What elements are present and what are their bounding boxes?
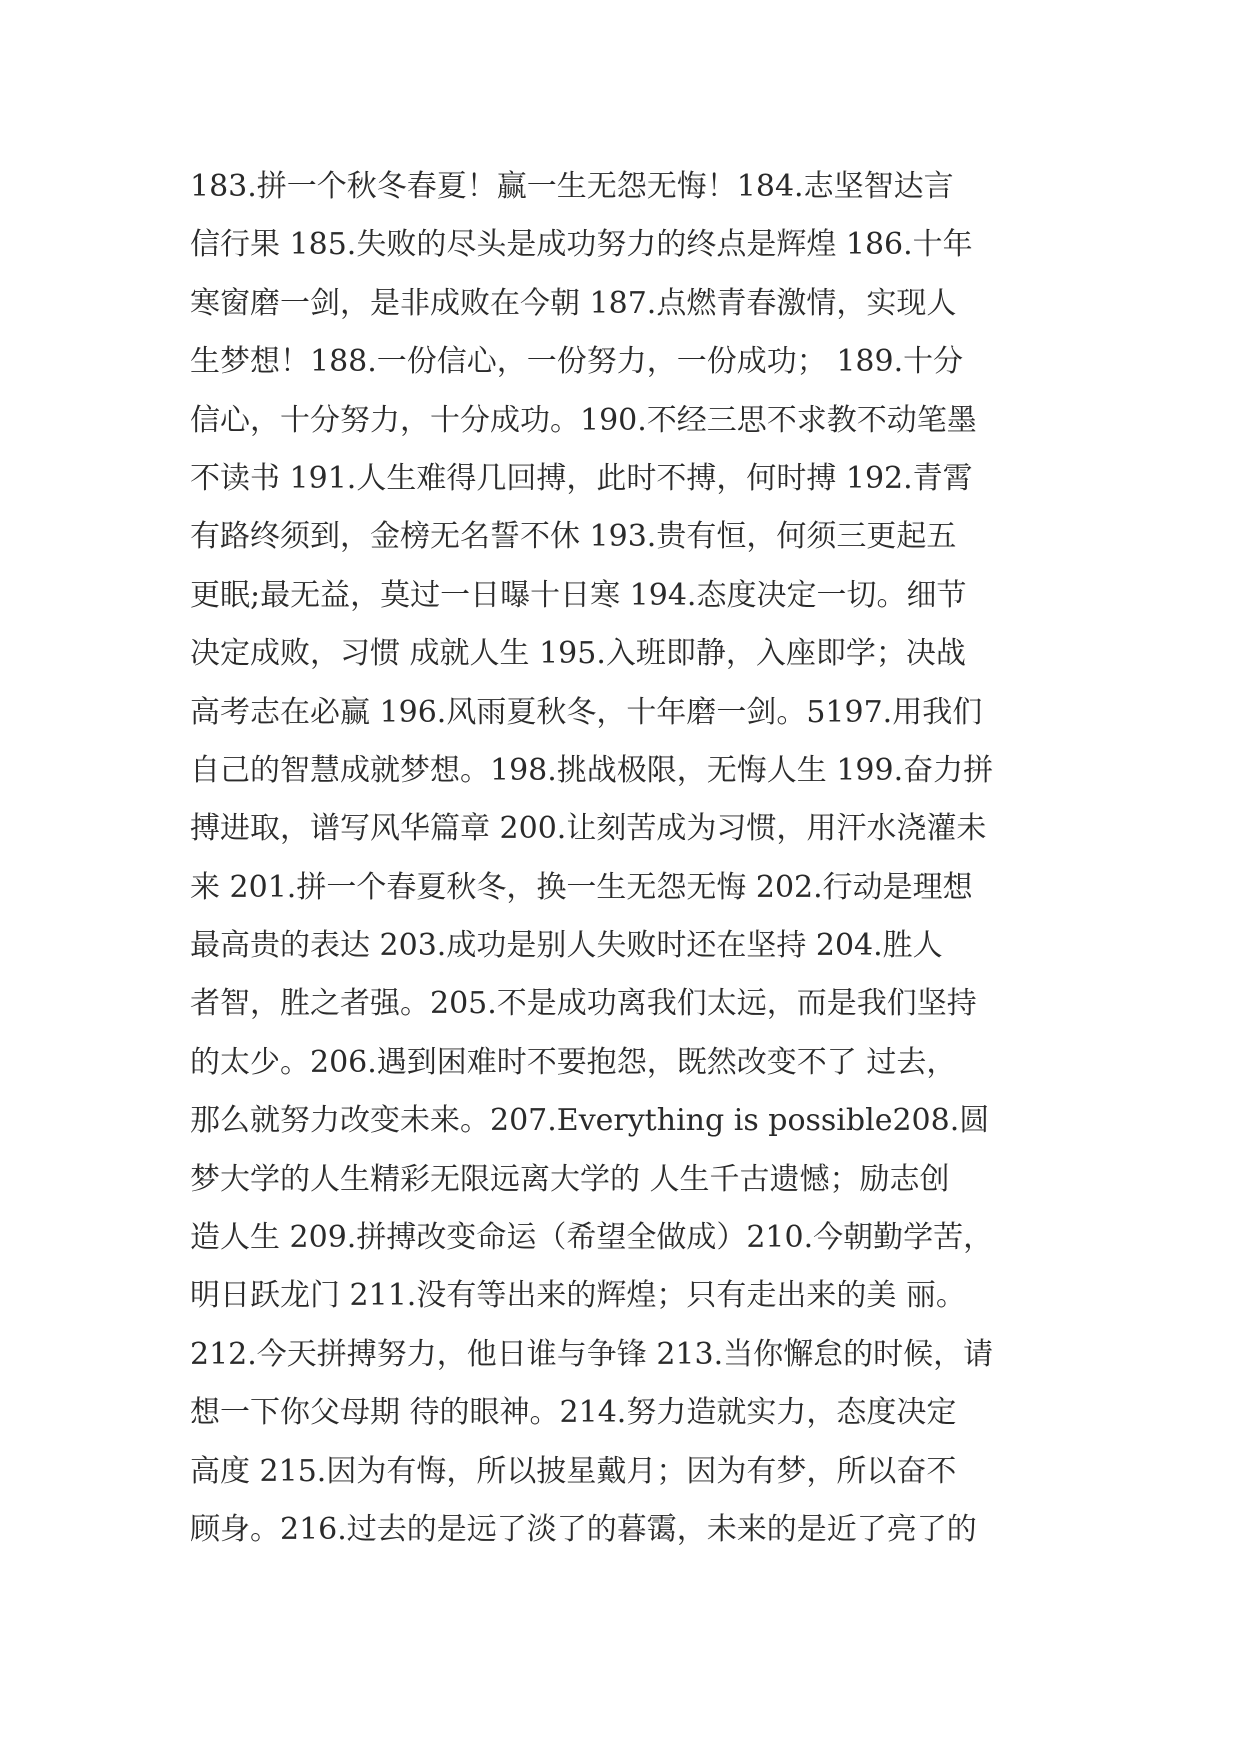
text-line: 搏进取，谱写风华篇章 200.让刻苦成为习惯，用汗水浇灌未 xyxy=(190,811,987,847)
text-line: 183.拼一个秋冬春夏！赢一生无怨无悔！184.志坚智达言 xyxy=(190,169,954,204)
text-line: 决定成败，习惯 成就人生 195.入班即静，入座即学；决战 xyxy=(190,636,966,672)
text-line: 信心，十分努力，十分成功。190.不经三思不求教不动笔墨 xyxy=(190,402,977,438)
text-line: 最高贵的表达 203.成功是别人失败时还在坚持 204.胜人 xyxy=(190,928,943,964)
text-line: 的太少。206.遇到困难时不要抱怨，既然改变不了 过去， xyxy=(190,1044,957,1080)
text-line: 自己的智慧成就梦想。198.挑战极限，无悔人生 199.奋力拼 xyxy=(190,752,994,788)
text-line: 那么就努力改变未来。207.Everything is possible208.圆 xyxy=(190,1103,990,1139)
text-line: 想一下你父母期 待的眼神。214.努力造就实力，态度决定 xyxy=(190,1395,957,1431)
text-line: 梦大学的人生精彩无限远离大学的 人生千古遗憾；励志创 xyxy=(190,1161,950,1197)
text-line: 顾身。216.过去的是远了淡了的暮霭，未来的是近了亮了的 xyxy=(190,1511,977,1547)
text-line: 者智，胜之者强。205.不是成功离我们太远，而是我们坚持 xyxy=(190,986,977,1022)
text-line: 不读书 191.人生难得几回搏，此时不搏，何时搏 192.青霄 xyxy=(190,460,973,496)
text-line: 生梦想！188.一份信心，一份努力，一份成功； 189.十分 xyxy=(190,344,964,380)
text-line: 高度 215.因为有悔，所以披星戴月；因为有梦，所以奋不 xyxy=(190,1453,957,1489)
text-line: 高考志在必赢 196.风雨夏秋冬，十年磨一剑。5197.用我们 xyxy=(190,694,983,730)
text-line: 明日跃龙门 211.没有等出来的辉煌；只有走出来的美 丽。 xyxy=(190,1278,966,1314)
text-line: 来 201.拼一个春夏秋冬，换一生无怨无悔 202.行动是理想 xyxy=(190,869,973,905)
text-line: 信行果 185.失败的尽头是成功努力的终点是辉煌 186.十年 xyxy=(190,227,973,263)
body-text xyxy=(190,158,1070,1559)
text-line: 造人生 209.拼搏改变命运（希望全做成）210.今朝勤学苦， xyxy=(190,1220,994,1256)
text-line: 有路终须到，金榜无名誓不休 193.贵有恒，何须三更起五 xyxy=(190,519,957,555)
text-line: 寒窗磨一剑，是非成败在今朝 187.点燃青春激情，实现人 xyxy=(190,285,957,321)
text-line: 更眠;最无益，莫过一日曝十日寒 194.态度决定一切。细节 xyxy=(190,577,967,613)
text-line: 212.今天拼搏努力，他日谁与争锋 213.当你懈怠的时候，请 xyxy=(190,1336,994,1372)
